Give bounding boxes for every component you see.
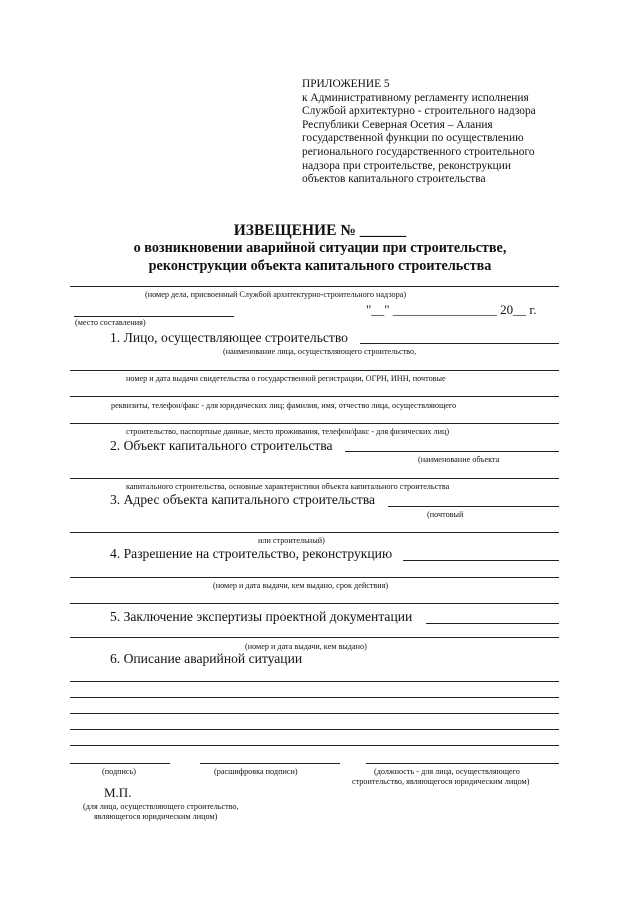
document-title: ИЗВЕЩЕНИЕ № ______ — [233, 222, 407, 239]
section-4-input-line[interactable] — [403, 560, 559, 561]
appendix-line: надзора при строительстве, реконструкции — [302, 159, 511, 172]
section-5-input-line[interactable] — [426, 623, 559, 624]
signature-caption: (подпись) — [102, 767, 136, 776]
section-1-line-2[interactable] — [70, 370, 559, 371]
appendix-line: Республики Северная Осетия – Алания — [302, 118, 493, 131]
section-4-line-3[interactable] — [70, 603, 559, 604]
stamp-label: М.П. — [104, 785, 132, 800]
decoding-caption: (расшифровка подписи) — [214, 767, 298, 776]
section-1-caption-2: номер и дата выдачи свидетельства о государственной регистрации, ОГРН, ИНН, почтовые — [126, 374, 446, 383]
place-line[interactable] — [74, 316, 234, 317]
section-6-line-4[interactable] — [70, 729, 559, 730]
signature-line[interactable] — [70, 763, 170, 764]
case-number-caption: (номер дела, присвоенный Службой архитектурно-строительного надзора) — [145, 290, 407, 299]
section-3-caption-2: или строительный) — [258, 536, 325, 545]
decoding-line[interactable] — [200, 763, 340, 764]
section-4-label: 4. Разрешение на строительство, реконструкцию — [110, 546, 393, 561]
section-3-caption-1: (почтовый — [427, 510, 464, 519]
section-3-line-2[interactable] — [70, 532, 559, 533]
appendix-line: к Административному регламенту исполнения — [302, 91, 529, 104]
section-3-input-line[interactable] — [388, 506, 559, 507]
section-2-caption-1: (наименование объекта — [418, 455, 500, 464]
appendix-line: ПРИЛОЖЕНИЕ 5 — [302, 78, 390, 90]
case-number-line[interactable] — [70, 286, 559, 287]
section-1-caption-4: строительство, паспортные данные, место проживания, телефон/факс - для физических лиц) — [126, 427, 450, 436]
place-caption: (место составления) — [75, 318, 146, 327]
section-5-line-2[interactable] — [70, 637, 559, 638]
date-field[interactable]: "__" ________________ 20__ г. — [366, 302, 537, 317]
section-2-input-line[interactable] — [345, 451, 559, 452]
section-1-line-4[interactable] — [70, 423, 559, 424]
section-5-caption: (номер и дата выдачи, кем выдано) — [245, 642, 367, 651]
section-6-line-5[interactable] — [70, 745, 559, 746]
document-subtitle-line2: реконструкции объекта капитального строительства — [148, 258, 492, 274]
section-2-line-2[interactable] — [70, 478, 559, 479]
position-caption-1: (должность - для лица, осуществляющего — [374, 767, 520, 776]
appendix-line: государственной функции по осуществлению — [302, 132, 524, 145]
position-line[interactable] — [366, 763, 559, 764]
section-4-line-2[interactable] — [70, 577, 559, 578]
position-caption-2: строительство, являющегося юридическим лицом) — [352, 777, 530, 786]
stamp-caption-1: (для лица, осуществляющего строительство, — [83, 802, 239, 811]
section-6-line-1[interactable] — [70, 681, 559, 682]
stamp-caption-2: являющегося юридическим лицом) — [94, 812, 218, 821]
section-3-label: 3. Адрес объекта капитального строительства — [110, 492, 376, 507]
section-1-caption-3: реквизиты, телефон/факс - для юридических лиц; фамилия, имя, отчество лица, осуществляющего — [111, 401, 457, 410]
appendix-line: объектов капитального строительства — [302, 173, 486, 186]
section-6-label: 6. Описание аварийной ситуации — [110, 651, 303, 666]
document-subtitle-line1: о возникновении аварийной ситуации при строительстве, — [133, 240, 507, 256]
section-6-line-2[interactable] — [70, 697, 559, 698]
section-5-label: 5. Заключение экспертизы проектной документации — [110, 609, 413, 624]
section-1-input-line[interactable] — [360, 343, 559, 344]
appendix-line: регионального государственного строительного — [302, 145, 535, 158]
appendix-line: Службой архитектурно - строительного надзора — [302, 105, 536, 118]
section-4-caption: (номер и дата выдачи, кем выдано, срок действия) — [213, 581, 389, 590]
section-2-caption-2: капитального строительства, основные характеристики объекта капитального строительства — [126, 482, 450, 491]
section-1-label: 1. Лицо, осуществляющее строительство — [110, 330, 348, 345]
section-2-label: 2. Объект капитального строительства — [110, 438, 333, 453]
section-1-line-3[interactable] — [70, 396, 559, 397]
section-6-line-3[interactable] — [70, 713, 559, 714]
appendix-block — [302, 78, 536, 187]
section-1-caption-1: (наименование лица, осуществляющего строительство, — [223, 347, 417, 356]
